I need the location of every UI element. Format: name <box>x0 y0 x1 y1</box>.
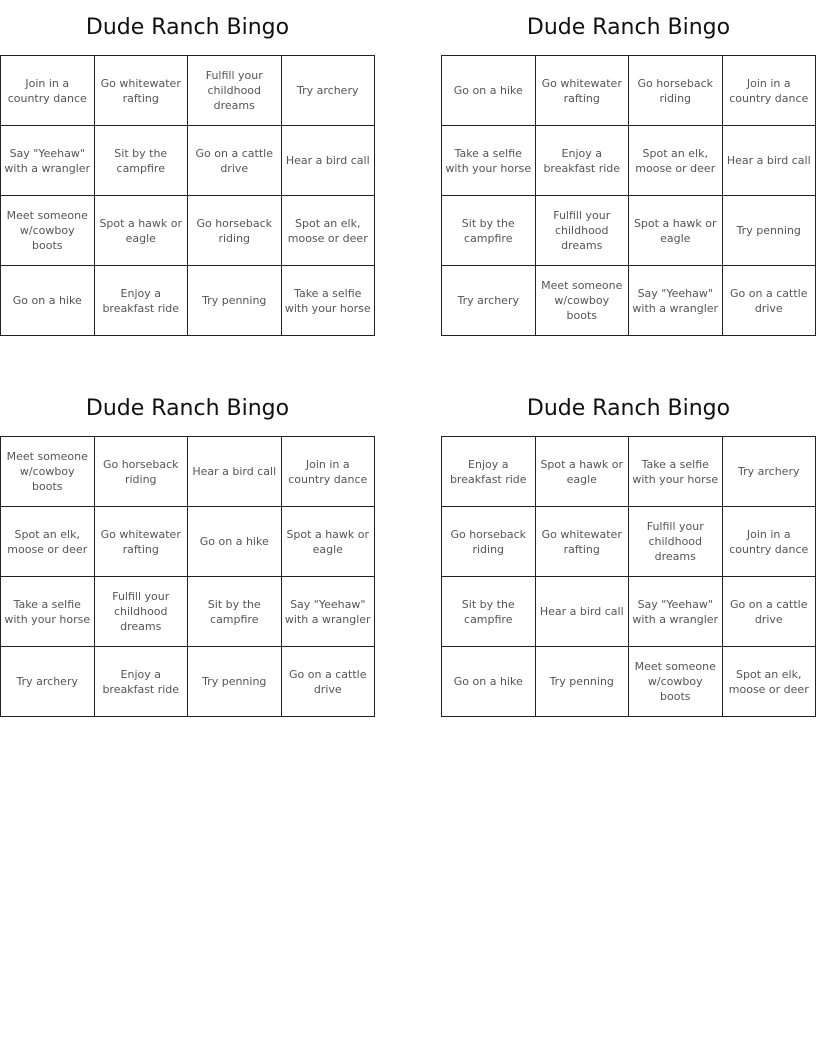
bingo-cell: Go whitewater rafting <box>536 507 630 577</box>
bingo-cell: Go whitewater rafting <box>95 507 189 577</box>
bingo-cell: Try archery <box>442 266 536 336</box>
bingo-cell: Go on a cattle drive <box>723 577 816 647</box>
bingo-card-3 <box>0 381 375 717</box>
bingo-cell: Sit by the campfire <box>95 126 189 196</box>
bingo-cell: Try archery <box>1 647 95 717</box>
bingo-cell: Enjoy a breakfast ride <box>95 647 189 717</box>
bingo-cell: Take a selfie with your horse <box>282 266 376 336</box>
bingo-cell: Fulfill your childhood dreams <box>536 196 630 266</box>
bingo-cell: Go on a hike <box>442 647 536 717</box>
bingo-cell: Take a selfie with your horse <box>442 126 536 196</box>
card-title: Dude Ranch Bingo <box>85 396 290 421</box>
bingo-cell: Enjoy a breakfast ride <box>536 126 630 196</box>
card-title: Dude Ranch Bingo <box>85 15 290 40</box>
bingo-cell: Go whitewater rafting <box>536 56 630 126</box>
bingo-grid <box>0 55 375 336</box>
bingo-cell: Go on a cattle drive <box>723 266 816 336</box>
bingo-card-2 <box>441 0 816 336</box>
bingo-grid <box>0 436 375 717</box>
bingo-cell: Go on a hike <box>1 266 95 336</box>
bingo-cell: Try archery <box>723 437 816 507</box>
card-title: Dude Ranch Bingo <box>526 396 731 421</box>
bingo-cell: Take a selfie with your horse <box>629 437 723 507</box>
bingo-cell: Meet someone w/cowboy boots <box>1 196 95 266</box>
bingo-cell: Fulfill your childhood dreams <box>188 56 282 126</box>
bingo-cell: Go horseback riding <box>629 56 723 126</box>
bingo-cell: Go horseback riding <box>442 507 536 577</box>
bingo-card-1 <box>0 0 375 336</box>
bingo-card-4 <box>441 381 816 717</box>
bingo-cell: Try penning <box>536 647 630 717</box>
bingo-cell: Meet someone w/cowboy boots <box>1 437 95 507</box>
bingo-grid <box>441 55 816 336</box>
bingo-cell: Take a selfie with your horse <box>1 577 95 647</box>
bingo-cell: Spot a hawk or eagle <box>282 507 376 577</box>
bingo-cell: Spot an elk, moose or deer <box>629 126 723 196</box>
bingo-cell: Sit by the campfire <box>442 577 536 647</box>
bingo-cell: Spot an elk, moose or deer <box>1 507 95 577</box>
bingo-cell: Hear a bird call <box>536 577 630 647</box>
bingo-cell: Sit by the campfire <box>442 196 536 266</box>
bingo-cell: Join in a country dance <box>1 56 95 126</box>
bingo-cell: Try penning <box>188 266 282 336</box>
card-title: Dude Ranch Bingo <box>526 15 731 40</box>
bingo-cell: Say "Yeehaw" with a wrangler <box>282 577 376 647</box>
bingo-cell: Say "Yeehaw" with a wrangler <box>1 126 95 196</box>
bingo-cell: Go whitewater rafting <box>95 56 189 126</box>
bingo-cell: Spot a hawk or eagle <box>95 196 189 266</box>
bingo-cell: Spot an elk, moose or deer <box>282 196 376 266</box>
bingo-cell: Say "Yeehaw" with a wrangler <box>629 266 723 336</box>
bingo-cell: Join in a country dance <box>282 437 376 507</box>
bingo-cell: Go on a hike <box>188 507 282 577</box>
bingo-cell: Meet someone w/cowboy boots <box>629 647 723 717</box>
bingo-cell: Enjoy a breakfast ride <box>95 266 189 336</box>
bingo-cell: Go horseback riding <box>95 437 189 507</box>
bingo-cell: Join in a country dance <box>723 507 816 577</box>
bingo-cell: Join in a country dance <box>723 56 816 126</box>
bingo-cell: Say "Yeehaw" with a wrangler <box>629 577 723 647</box>
bingo-cell: Go on a cattle drive <box>188 126 282 196</box>
bingo-grid <box>441 436 816 717</box>
bingo-cell: Fulfill your childhood dreams <box>629 507 723 577</box>
bingo-cell: Try archery <box>282 56 376 126</box>
bingo-cell: Enjoy a breakfast ride <box>442 437 536 507</box>
bingo-cell: Spot a hawk or eagle <box>536 437 630 507</box>
bingo-cell: Spot a hawk or eagle <box>629 196 723 266</box>
bingo-cell: Hear a bird call <box>188 437 282 507</box>
bingo-cell: Go on a hike <box>442 56 536 126</box>
bingo-cell: Hear a bird call <box>282 126 376 196</box>
bingo-cell: Go horseback riding <box>188 196 282 266</box>
bingo-cell: Hear a bird call <box>723 126 816 196</box>
bingo-cell: Sit by the campfire <box>188 577 282 647</box>
bingo-cell: Spot an elk, moose or deer <box>723 647 816 717</box>
bingo-cell: Try penning <box>188 647 282 717</box>
bingo-cell: Go on a cattle drive <box>282 647 376 717</box>
bingo-cell: Try penning <box>723 196 816 266</box>
bingo-cell: Fulfill your childhood dreams <box>95 577 189 647</box>
bingo-cell: Meet someone w/cowboy boots <box>536 266 630 336</box>
